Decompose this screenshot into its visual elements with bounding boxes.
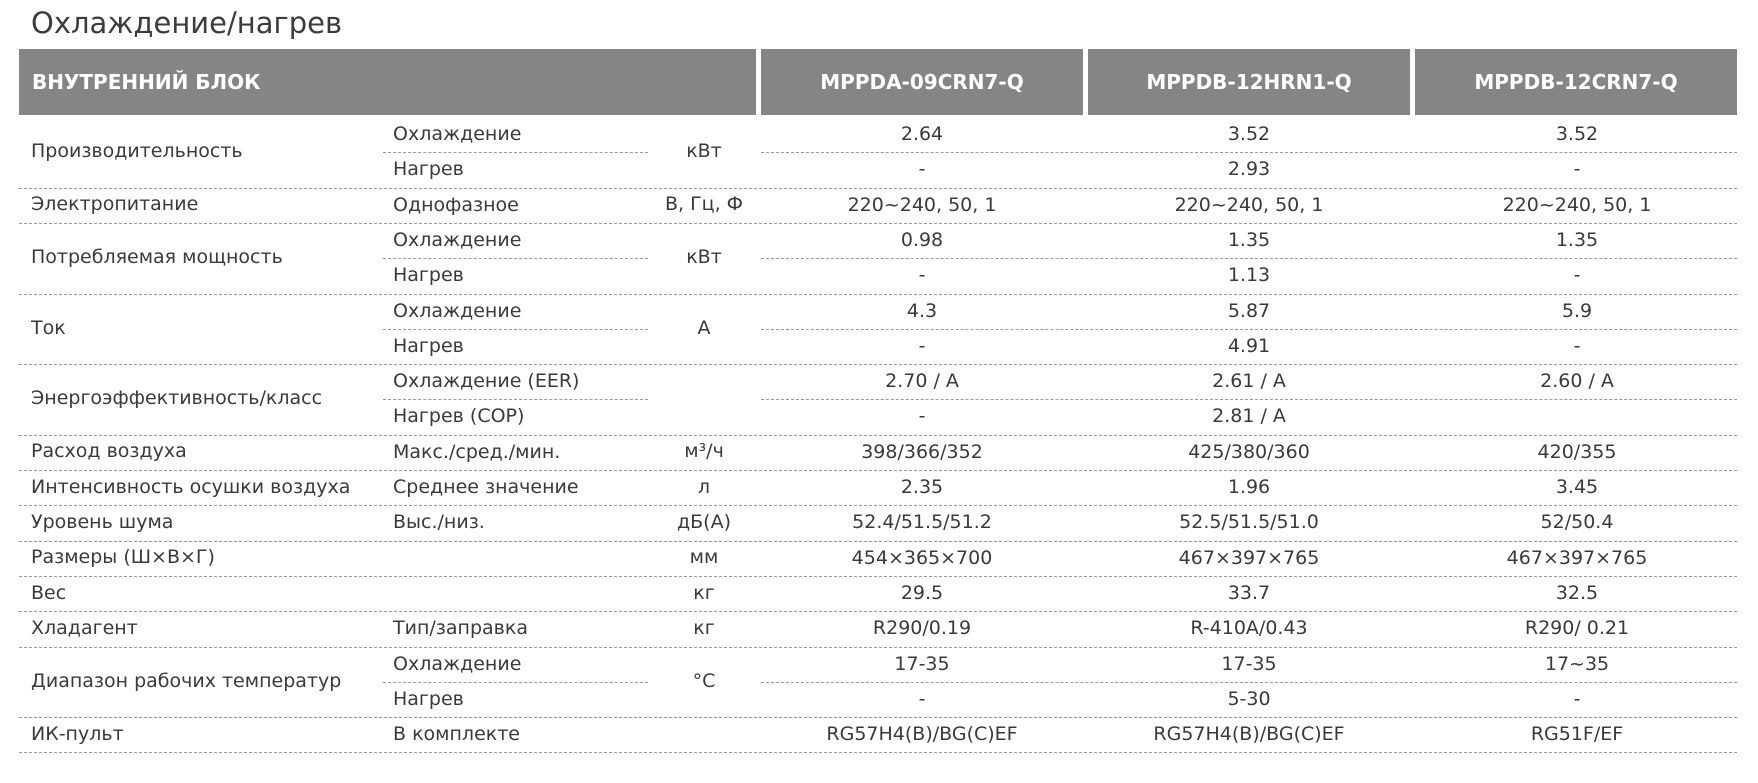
row-value-model-2: 220~240, 50, 1 [1174, 193, 1324, 216]
row-value-model-2: 1.35 [1227, 228, 1271, 251]
row-value-model-2: 1.13 [1227, 264, 1271, 287]
row-value-model-2: 52.5/51.5/51.0 [1179, 511, 1319, 534]
row-value-model-2: 33.7 [1227, 581, 1271, 604]
row-value-model-2: 17-35 [1221, 652, 1277, 675]
row-unit: кВт [686, 246, 722, 269]
row-subparam: Охлаждение [393, 228, 522, 251]
row-name: Хладагент [31, 616, 138, 639]
row-divider [383, 152, 648, 153]
row-divider [761, 329, 1737, 330]
row-value-model-2: 2.81 / A [1212, 405, 1286, 428]
row-subparam: Макс./сред./мин. [393, 440, 561, 463]
row-value-model-2: 5.87 [1227, 299, 1271, 322]
header-model-1: MPPDA-09CRN7-Q [761, 49, 1083, 115]
row-value-model-3: 2.60 / A [1540, 370, 1614, 393]
row-name: Интенсивность осушки воздуха [31, 475, 351, 498]
row-divider [383, 399, 648, 400]
row-subparam: В комплекте [393, 723, 520, 746]
section-title: Охлаждение/нагрев [31, 6, 343, 40]
row-divider [19, 647, 1737, 648]
header-model-3: MPPDB-12CRN7-Q [1415, 49, 1737, 115]
row-name: Размеры (Ш×В×Г) [31, 546, 215, 569]
row-name: Потребляемая мощность [31, 246, 283, 269]
row-divider [19, 294, 1737, 295]
row-value-model-3: RG51F/EF [1530, 723, 1624, 746]
row-value-model-1: 0.98 [900, 228, 944, 251]
row-value-model-3: - [1573, 264, 1581, 287]
row-name: Вес [31, 581, 67, 604]
row-unit: мм [689, 546, 719, 569]
row-value-model-3: 17~35 [1544, 652, 1610, 675]
row-subparam: Однофазное [393, 193, 519, 216]
row-value-model-1: 52.4/51.5/51.2 [852, 511, 992, 534]
row-value-model-2: 425/380/360 [1188, 440, 1310, 463]
row-value-model-2: 467×397×765 [1178, 546, 1320, 569]
row-value-model-1: 220~240, 50, 1 [847, 193, 997, 216]
row-subparam: Нагрев (COP) [393, 405, 525, 428]
row-value-model-1: - [918, 687, 926, 710]
row-divider [19, 611, 1737, 612]
row-value-model-1: RG57H4(B)/BG(C)EF [826, 723, 1018, 746]
row-divider [19, 364, 1737, 365]
row-divider [761, 152, 1737, 153]
row-divider [19, 576, 1737, 577]
row-value-model-1: - [918, 334, 926, 357]
row-value-model-2: 5-30 [1227, 687, 1271, 710]
row-unit: дБ(А) [677, 510, 731, 533]
row-name: Энергоэффективность/класс [31, 387, 323, 410]
row-unit: кг [693, 616, 715, 639]
row-subparam: Нагрев [393, 687, 464, 710]
row-value-model-2: R-410A/0.43 [1190, 617, 1308, 640]
row-value-model-1: 454×365×700 [851, 546, 993, 569]
row-name: Производительность [31, 140, 243, 163]
row-value-model-3: 32.5 [1555, 581, 1599, 604]
row-unit: кг [693, 581, 715, 604]
row-divider [383, 258, 648, 259]
row-subparam: Нагрев [393, 158, 464, 181]
row-value-model-1: 2.64 [900, 123, 944, 145]
row-divider [19, 223, 1737, 224]
row-value-model-3: - [1573, 158, 1581, 181]
row-value-model-1: 29.5 [900, 581, 944, 604]
row-divider [19, 541, 1737, 542]
row-name: Ток [31, 316, 66, 339]
row-value-model-1: R290/0.19 [872, 617, 972, 640]
row-value-model-2: RG57H4(B)/BG(C)EF [1153, 723, 1345, 746]
row-unit: м³/ч [684, 440, 724, 463]
row-divider [383, 329, 648, 330]
row-name: Электропитание [31, 193, 199, 216]
row-value-model-3: 420/355 [1537, 440, 1617, 463]
header-indoor-unit: ВНУТРЕННИЙ БЛОК [19, 49, 756, 115]
row-subparam: Выс./низ. [393, 511, 485, 534]
row-divider [761, 682, 1737, 683]
row-unit: кВт [686, 140, 722, 163]
row-value-model-1: 2.35 [900, 476, 944, 498]
row-value-model-2: 4.91 [1227, 334, 1271, 357]
row-subparam: Охлаждение [393, 299, 522, 322]
row-value-model-3: 5.9 [1561, 299, 1593, 322]
row-value-model-3: - [1573, 334, 1581, 357]
row-value-model-3: 1.35 [1555, 228, 1599, 251]
row-unit: А [697, 316, 711, 339]
row-value-model-3: 3.52 [1555, 123, 1599, 145]
row-divider [19, 188, 1737, 189]
row-value-model-1: 398/366/352 [861, 440, 983, 463]
row-divider [19, 752, 1737, 753]
row-subparam: Охлаждение [393, 652, 522, 675]
row-value-model-1: - [918, 405, 926, 428]
row-subparam: Охлаждение (EER) [393, 370, 580, 393]
row-unit: °C [692, 669, 716, 692]
row-name: Уровень шума [31, 510, 174, 533]
row-value-model-2: 2.93 [1227, 158, 1271, 181]
row-unit: В, Гц, Ф [664, 193, 744, 216]
row-value-model-2: 2.61 / A [1212, 370, 1286, 393]
row-name: Диапазон рабочих температур [31, 669, 342, 692]
row-divider [19, 717, 1737, 718]
row-subparam: Тип/заправка [393, 617, 528, 640]
row-divider [383, 682, 648, 683]
row-subparam: Нагрев [393, 334, 464, 357]
row-value-model-3: 220~240, 50, 1 [1502, 193, 1652, 216]
row-unit: л [697, 475, 711, 498]
row-value-model-1: 4.3 [906, 299, 938, 322]
row-value-model-3: 467×397×765 [1506, 546, 1648, 569]
row-divider [19, 435, 1737, 436]
row-divider [19, 505, 1737, 506]
row-name: ИК-пульт [31, 722, 124, 745]
row-divider [19, 470, 1737, 471]
header-model-2: MPPDB-12HRN1-Q [1088, 49, 1410, 115]
row-divider [761, 399, 1737, 400]
row-subparam: Нагрев [393, 264, 464, 287]
row-value-model-3: R290/ 0.21 [1524, 617, 1630, 640]
row-value-model-1: 2.70 / A [885, 370, 959, 393]
row-value-model-1: - [918, 158, 926, 181]
row-value-model-3: - [1573, 687, 1581, 710]
row-name: Расход воздуха [31, 440, 187, 463]
row-value-model-3: 52/50.4 [1540, 511, 1614, 534]
row-value-model-3: 3.45 [1555, 476, 1599, 498]
row-value-model-1: 17-35 [894, 652, 950, 675]
row-subparam: Среднее значение [393, 476, 579, 498]
row-value-model-1: - [918, 264, 926, 287]
row-divider [761, 258, 1737, 259]
row-value-model-2: 1.96 [1227, 476, 1271, 498]
row-value-model-2: 3.52 [1227, 123, 1271, 145]
row-subparam: Охлаждение [393, 123, 522, 145]
